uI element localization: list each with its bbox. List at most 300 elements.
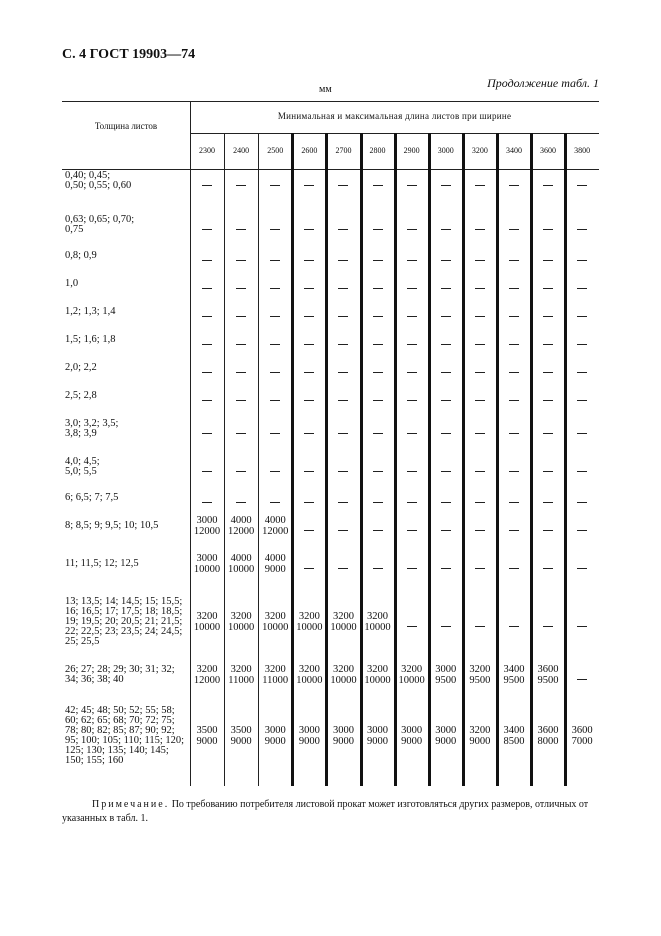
min-length: 3200 <box>230 611 252 622</box>
empty-cell <box>224 497 258 499</box>
dash-mark <box>373 372 383 373</box>
length-cell <box>190 664 224 686</box>
max-length: 10000 <box>228 564 255 575</box>
dash-mark <box>509 185 519 186</box>
empty-cell <box>258 224 292 226</box>
column-border <box>462 133 465 786</box>
dash-mark <box>407 502 417 503</box>
thickness-cell <box>62 307 193 317</box>
empty-cell <box>395 255 429 257</box>
empty-cell <box>292 395 326 397</box>
empty-cell <box>395 339 429 341</box>
thickness-cell <box>62 215 193 235</box>
length-cell <box>463 725 497 747</box>
empty-cell <box>326 180 360 182</box>
empty-cell <box>326 311 360 313</box>
dash-mark <box>577 679 587 680</box>
length-cell <box>190 553 224 575</box>
empty-cell <box>292 428 326 430</box>
dash-mark <box>509 344 519 345</box>
empty-cell <box>258 428 292 430</box>
max-length: 9000 <box>196 736 218 747</box>
thickness-cell <box>62 457 193 477</box>
dash-mark <box>475 471 485 472</box>
min-length: 3200 <box>196 611 218 622</box>
thickness-cell <box>62 559 193 569</box>
min-length: 3000 <box>435 725 457 736</box>
dash-mark <box>338 471 348 472</box>
dash-mark <box>577 433 587 434</box>
empty-cell <box>429 283 463 285</box>
empty-cell <box>531 466 565 468</box>
empty-cell <box>361 180 395 182</box>
dash-mark <box>475 568 485 569</box>
thickness-cell <box>62 597 193 647</box>
dash-mark <box>270 260 280 261</box>
dash-mark <box>304 471 314 472</box>
thickness-line: 78; 80; 82; 85; 87; 90; 92; <box>65 725 175 736</box>
column-border <box>428 133 431 786</box>
dash-mark <box>304 185 314 186</box>
dash-mark <box>475 288 485 289</box>
min-length: 3200 <box>469 664 491 675</box>
dash-mark <box>202 471 212 472</box>
dash-mark <box>475 372 485 373</box>
min-length: 3200 <box>264 664 286 675</box>
empty-cell <box>531 428 565 430</box>
dash-mark <box>236 185 246 186</box>
dash-mark <box>441 433 451 434</box>
min-length: 3200 <box>332 611 354 622</box>
length-cell <box>258 553 292 575</box>
dash-mark <box>543 185 553 186</box>
column-border <box>564 133 567 786</box>
min-length: 3200 <box>298 664 320 675</box>
empty-cell <box>497 497 531 499</box>
empty-cell <box>565 563 599 565</box>
min-length: 3200 <box>264 611 286 622</box>
dash-mark <box>304 344 314 345</box>
empty-cell <box>292 339 326 341</box>
empty-cell <box>531 621 565 623</box>
empty-cell <box>224 395 258 397</box>
empty-cell <box>497 255 531 257</box>
dash-mark <box>441 626 451 627</box>
empty-cell <box>361 525 395 527</box>
empty-cell <box>463 466 497 468</box>
thickness-line: 0,8; 0,9 <box>65 250 97 261</box>
max-length: 11000 <box>262 675 289 686</box>
empty-cell <box>531 497 565 499</box>
thickness-cell <box>62 521 193 531</box>
empty-cell <box>190 224 224 226</box>
dash-mark <box>236 502 246 503</box>
max-length: 9500 <box>503 675 525 686</box>
dash-mark <box>441 185 451 186</box>
empty-cell <box>190 255 224 257</box>
dash-mark <box>202 185 212 186</box>
empty-cell <box>395 525 429 527</box>
min-length: 3600 <box>537 664 559 675</box>
min-length: 3000 <box>264 725 286 736</box>
empty-cell <box>429 563 463 565</box>
length-cell <box>497 725 531 747</box>
dash-mark <box>475 316 485 317</box>
dash-mark <box>373 400 383 401</box>
empty-cell <box>190 466 224 468</box>
dash-mark <box>338 229 348 230</box>
max-length: 9000 <box>230 736 252 747</box>
length-cell <box>224 515 258 537</box>
width-header-3000: 3000 <box>437 146 454 155</box>
max-length: 7000 <box>571 736 593 747</box>
dash-mark <box>407 471 417 472</box>
empty-cell <box>429 428 463 430</box>
min-length: 3000 <box>332 725 354 736</box>
dash-mark <box>407 433 417 434</box>
empty-cell <box>361 224 395 226</box>
empty-cell <box>565 367 599 369</box>
empty-cell <box>224 367 258 369</box>
min-length: 3000 <box>298 725 320 736</box>
empty-cell <box>361 311 395 313</box>
column-border <box>258 133 259 786</box>
length-cell <box>292 611 326 633</box>
thickness-cell <box>62 419 193 439</box>
empty-cell <box>292 283 326 285</box>
thickness-line: 8; 8,5; 9; 9,5; 10; 10,5 <box>65 520 159 531</box>
thickness-line: 0,63; 0,65; 0,70; <box>65 214 135 225</box>
empty-cell <box>531 395 565 397</box>
empty-cell <box>395 367 429 369</box>
min-length: 4000 <box>230 515 252 526</box>
dash-mark <box>509 502 519 503</box>
empty-cell <box>497 525 531 527</box>
thickness-line: 3,8; 3,9 <box>65 428 97 439</box>
dash-mark <box>338 344 348 345</box>
empty-cell <box>258 283 292 285</box>
dash-mark <box>373 288 383 289</box>
empty-cell <box>224 311 258 313</box>
empty-cell <box>361 466 395 468</box>
max-length: 12000 <box>193 526 221 537</box>
dash-mark <box>236 229 246 230</box>
empty-cell <box>395 621 429 623</box>
empty-cell <box>292 255 326 257</box>
max-length: 10000 <box>398 675 425 686</box>
width-header-3400: 3400 <box>505 146 522 155</box>
empty-cell <box>190 311 224 313</box>
thickness-cell <box>62 279 193 289</box>
empty-cell <box>326 466 360 468</box>
min-length: 3200 <box>298 611 320 622</box>
empty-cell <box>463 621 497 623</box>
empty-cell <box>326 525 360 527</box>
dash-mark <box>236 433 246 434</box>
dash-mark <box>270 185 280 186</box>
dash-mark <box>373 316 383 317</box>
thickness-cell <box>62 493 193 503</box>
length-cell <box>429 664 463 686</box>
width-header-2800: 2800 <box>369 146 386 155</box>
thickness-line: 60; 62; 65; 68; 70; 72; 75; <box>65 715 175 726</box>
thickness-line: 95; 100; 105; 110; 115; 120; <box>65 735 185 746</box>
length-cell <box>497 664 531 686</box>
thickness-line: 11; 11,5; 12; 12,5 <box>65 558 139 569</box>
empty-cell <box>565 466 599 468</box>
dash-mark <box>543 626 553 627</box>
dash-mark <box>577 229 587 230</box>
dash-mark <box>304 530 314 531</box>
dash-mark <box>509 260 519 261</box>
dash-mark <box>202 433 212 434</box>
column-border <box>530 133 533 786</box>
empty-cell <box>326 428 360 430</box>
length-cell <box>326 725 360 747</box>
dash-mark <box>236 471 246 472</box>
dash-mark <box>304 229 314 230</box>
empty-cell <box>429 224 463 226</box>
max-length: 9000 <box>401 736 423 747</box>
empty-cell <box>224 180 258 182</box>
dash-mark <box>509 400 519 401</box>
max-length: 9000 <box>367 736 389 747</box>
empty-cell <box>224 339 258 341</box>
length-cell <box>395 664 429 686</box>
empty-cell <box>224 255 258 257</box>
length-cell <box>463 664 497 686</box>
min-length: 3200 <box>332 664 354 675</box>
empty-cell <box>565 311 599 313</box>
empty-cell <box>190 339 224 341</box>
dash-mark <box>236 260 246 261</box>
dash-mark <box>577 344 587 345</box>
empty-cell <box>531 283 565 285</box>
dash-mark <box>441 568 451 569</box>
length-cell <box>531 725 565 747</box>
empty-cell <box>326 255 360 257</box>
max-length: 10000 <box>296 622 323 633</box>
empty-cell <box>429 621 463 623</box>
empty-cell <box>326 339 360 341</box>
empty-cell <box>429 339 463 341</box>
dash-mark <box>543 530 553 531</box>
dash-mark <box>304 568 314 569</box>
min-length: 3500 <box>196 725 218 736</box>
empty-cell <box>463 255 497 257</box>
dash-mark <box>577 288 587 289</box>
empty-cell <box>395 563 429 565</box>
dash-mark <box>441 229 451 230</box>
dash-mark <box>441 530 451 531</box>
page-ref: С. 4 ГОСТ 19903—74 <box>62 47 196 62</box>
dash-mark <box>407 185 417 186</box>
dash-mark <box>202 502 212 503</box>
empty-cell <box>565 224 599 226</box>
empty-cell <box>395 180 429 182</box>
dash-mark <box>475 344 485 345</box>
empty-cell <box>395 224 429 226</box>
min-length: 3600 <box>571 725 593 736</box>
empty-cell <box>292 563 326 565</box>
empty-cell <box>565 428 599 430</box>
dash-mark <box>509 568 519 569</box>
dash-mark <box>509 316 519 317</box>
column-border <box>394 133 397 786</box>
dash-mark <box>441 400 451 401</box>
thickness-line: 22; 22,5; 23; 23,5; 24; 24,5; <box>65 626 183 637</box>
empty-cell <box>361 255 395 257</box>
min-length: 3000 <box>367 725 389 736</box>
empty-cell <box>429 395 463 397</box>
empty-cell <box>395 311 429 313</box>
empty-cell <box>292 525 326 527</box>
width-header-2400: 2400 <box>233 146 250 155</box>
empty-cell <box>258 367 292 369</box>
empty-cell <box>258 466 292 468</box>
dash-mark <box>373 185 383 186</box>
min-length: 3200 <box>230 664 252 675</box>
empty-cell <box>565 621 599 623</box>
dash-mark <box>577 316 587 317</box>
length-cell <box>224 553 258 575</box>
dash-mark <box>441 502 451 503</box>
length-cell <box>361 725 395 747</box>
empty-cell <box>258 311 292 313</box>
dash-mark <box>543 344 553 345</box>
empty-cell <box>497 180 531 182</box>
max-length: 10000 <box>193 564 221 575</box>
max-length: 10000 <box>228 622 255 633</box>
dash-mark <box>475 400 485 401</box>
dash-mark <box>270 502 280 503</box>
empty-cell <box>463 497 497 499</box>
empty-cell <box>224 283 258 285</box>
empty-cell <box>463 339 497 341</box>
thickness-line: 1,5; 1,6; 1,8 <box>65 334 116 345</box>
dash-mark <box>441 344 451 345</box>
dash-mark <box>373 568 383 569</box>
length-cell <box>224 664 258 686</box>
empty-cell <box>326 367 360 369</box>
empty-cell <box>463 367 497 369</box>
length-cell <box>258 515 292 537</box>
dash-mark <box>407 344 417 345</box>
empty-cell <box>190 497 224 499</box>
empty-cell <box>258 255 292 257</box>
empty-cell <box>395 497 429 499</box>
thickness-line: 2,0; 2,2 <box>65 362 97 373</box>
dash-mark <box>202 316 212 317</box>
dash-mark <box>270 288 280 289</box>
dash-mark <box>338 316 348 317</box>
empty-cell <box>497 563 531 565</box>
dash-mark <box>441 471 451 472</box>
dash-mark <box>338 288 348 289</box>
empty-cell <box>531 339 565 341</box>
dimensions-table <box>62 101 599 786</box>
length-cell <box>395 725 429 747</box>
empty-cell <box>565 395 599 397</box>
length-cell <box>224 725 258 747</box>
dash-mark <box>304 372 314 373</box>
dash-mark <box>338 260 348 261</box>
dash-mark <box>441 260 451 261</box>
dash-mark <box>407 400 417 401</box>
empty-cell <box>531 563 565 565</box>
dash-mark <box>202 288 212 289</box>
length-cell <box>361 611 395 633</box>
empty-cell <box>429 497 463 499</box>
note-label: Примечание. <box>92 799 170 810</box>
unit-label: мм <box>319 84 332 95</box>
empty-cell <box>361 339 395 341</box>
empty-cell <box>565 674 599 676</box>
empty-cell <box>463 283 497 285</box>
dash-mark <box>373 344 383 345</box>
max-length: 12000 <box>193 675 221 686</box>
dash-mark <box>543 400 553 401</box>
dash-mark <box>441 288 451 289</box>
thickness-line: 150; 155; 160 <box>65 755 124 766</box>
min-length: 3200 <box>367 664 389 675</box>
dash-mark <box>304 316 314 317</box>
empty-cell <box>326 563 360 565</box>
min-length: 3500 <box>230 725 252 736</box>
max-length: 10000 <box>330 675 357 686</box>
length-cell <box>565 725 599 747</box>
empty-cell <box>497 428 531 430</box>
empty-cell <box>463 525 497 527</box>
empty-cell <box>463 224 497 226</box>
empty-cell <box>292 224 326 226</box>
empty-cell <box>497 367 531 369</box>
empty-cell <box>190 367 224 369</box>
dash-mark <box>373 433 383 434</box>
thickness-cell <box>62 171 193 191</box>
dash-mark <box>202 400 212 401</box>
length-column-header: Минимальная и максимальная длина листов при ширине <box>277 111 512 121</box>
length-cell <box>190 725 224 747</box>
dash-mark <box>407 626 417 627</box>
dash-mark <box>577 471 587 472</box>
empty-cell <box>258 180 292 182</box>
empty-cell <box>326 395 360 397</box>
thickness-line: 6; 6,5; 7; 7,5 <box>65 492 119 503</box>
max-length: 9000 <box>435 736 457 747</box>
dash-mark <box>407 530 417 531</box>
width-header-2600: 2600 <box>301 146 318 155</box>
empty-cell <box>565 283 599 285</box>
empty-cell <box>565 339 599 341</box>
max-length: 9500 <box>435 675 457 686</box>
header-bottom-rule <box>62 169 599 170</box>
empty-cell <box>531 180 565 182</box>
min-length: 3000 <box>435 664 457 675</box>
max-length: 9000 <box>332 736 354 747</box>
thickness-line: 0,50; 0,55; 0,60 <box>65 180 132 191</box>
thickness-line: 125; 130; 135; 140; 145; <box>65 745 169 756</box>
empty-cell <box>565 255 599 257</box>
thickness-line: 0,40; 0,45; <box>65 170 111 181</box>
dash-mark <box>577 530 587 531</box>
max-length: 12000 <box>262 526 289 537</box>
dash-mark <box>475 185 485 186</box>
width-header-3600: 3600 <box>540 146 557 155</box>
empty-cell <box>429 180 463 182</box>
max-length: 9500 <box>537 675 559 686</box>
length-cell <box>292 725 326 747</box>
